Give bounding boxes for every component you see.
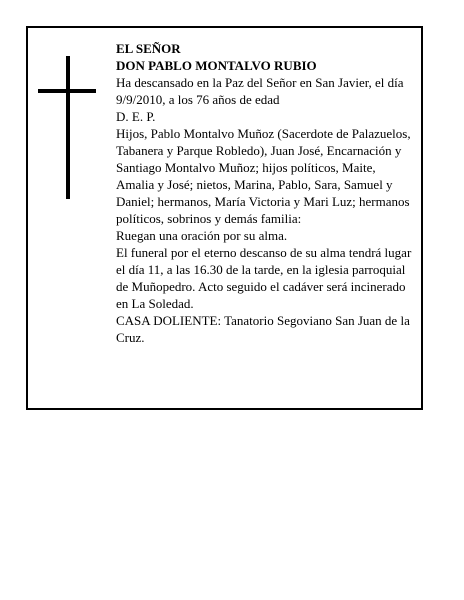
funeral-details: El funeral por el eterno descanso de su alma tendrá lugar el día 11, a las 16.30 de la tarde, en la iglesia parroquial de Muñopedro. Acto seguido el cadáver será incinerado en La Soledad. (116, 245, 412, 311)
death-announcement: Ha descansado en la Paz del Señor en San Javier, el día 9/9/2010, a los 76 años de edad (116, 75, 404, 107)
casa-doliente: CASA DOLIENTE: Tanatorio Segoviano San Juan de la Cruz. (116, 313, 410, 345)
prayer-request: Ruegan una oración por su alma. (116, 228, 288, 243)
obituary-notice (26, 26, 423, 410)
family-list: Hijos, Pablo Montalvo Muñoz (Sacerdote de Palazuelos, Tabanera y Parque Robledo), Juan José, Encarnación y Santiago Montalvo Muñoz; hijos políticos, Maite, Amalia y José; nietos, Marina, Pablo, Sara, Samuel y Daniel; hermanos, María Victoria y Mari Luz; hermanos políticos, sobrinos y demás familia: (116, 126, 411, 226)
cross-horizontal-bar (38, 89, 96, 93)
cross-icon (38, 56, 96, 199)
cross-vertical-bar (66, 56, 70, 199)
deceased-name: DON PABLO MONTALVO RUBIO (116, 58, 317, 73)
dep-line: D. E. P. (116, 109, 156, 124)
notice-title-line1: EL SEÑOR (116, 41, 181, 56)
notice-body (116, 40, 416, 346)
